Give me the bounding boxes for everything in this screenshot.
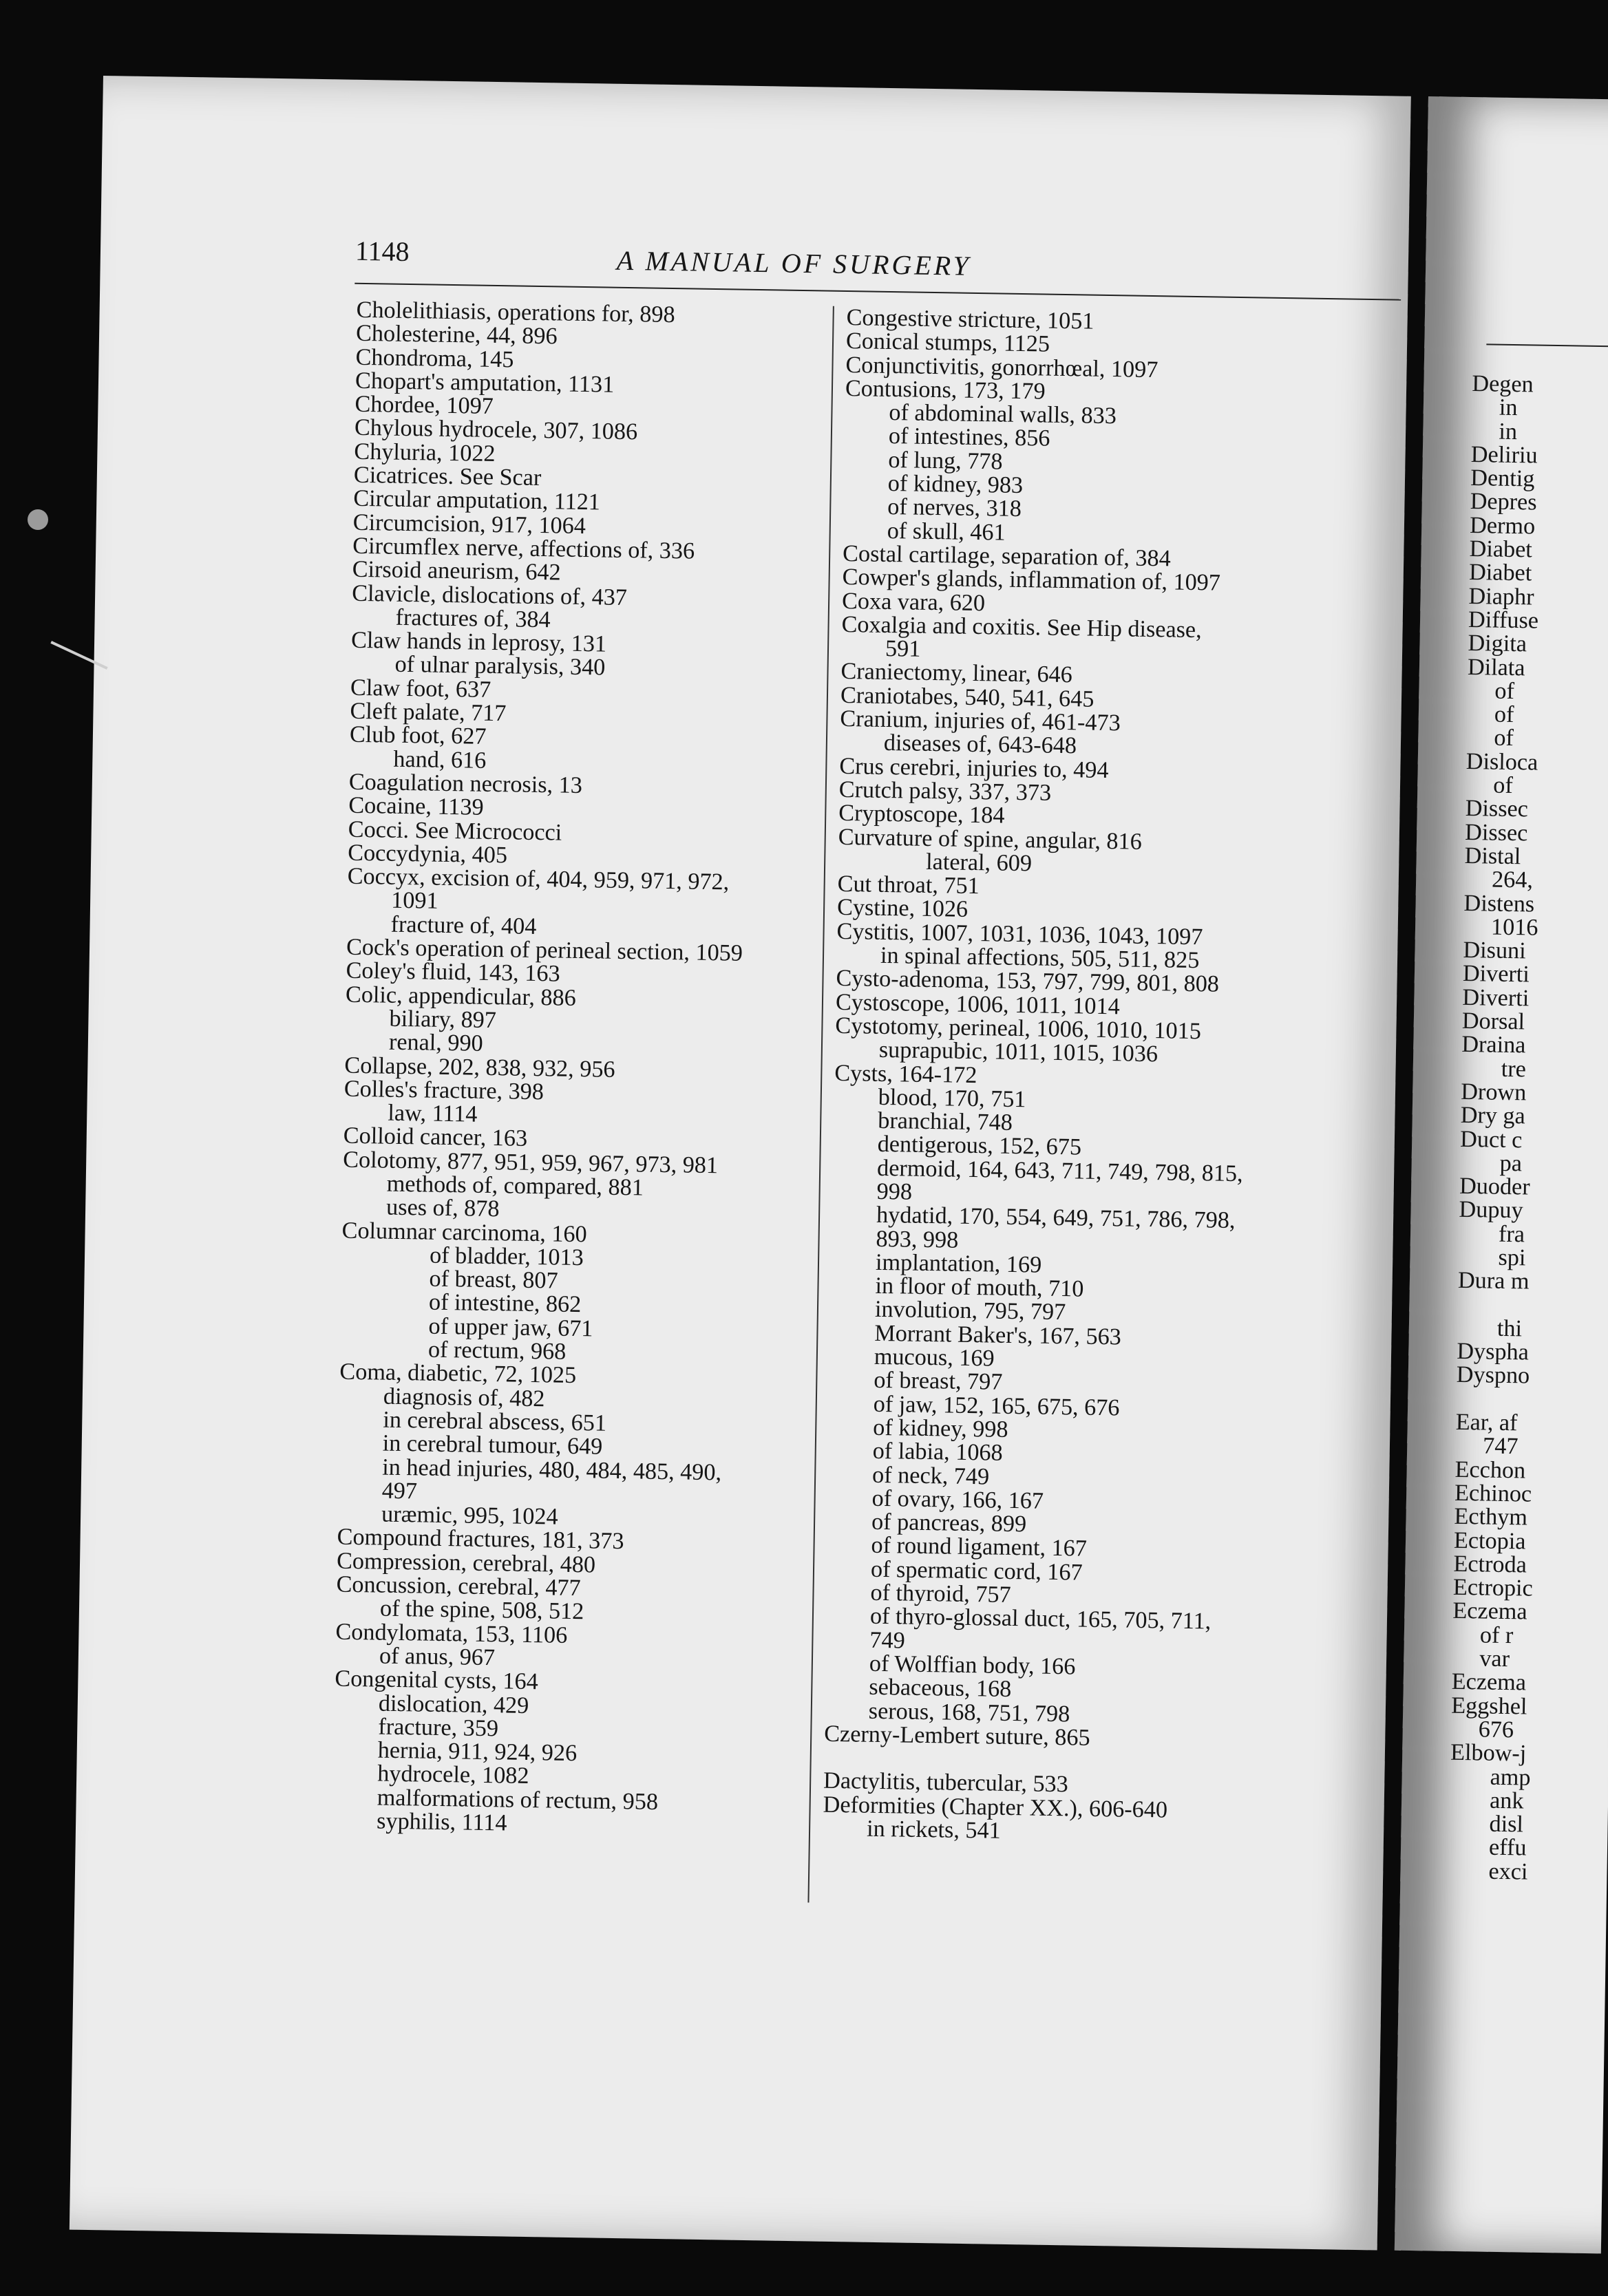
index-entry: Dura m [1457,1268,1530,1295]
index-subentry: effu [1488,1835,1527,1861]
index-entry: Distal [1464,842,1521,870]
index-subentry: in spinal affections, 505, 511, 825 [880,942,1200,974]
index-entry: Cocci. See Micrococci [348,816,562,846]
index-entry: Chordee, 1097 [355,391,494,420]
index-entry: Cryptoscope, 184 [838,800,1005,829]
index-subentry: in [1499,394,1518,421]
index-entry: Coccyx, excision of, 404, 959, 971, 972, [347,863,730,895]
index-entry: Dactylitis, tubercular, 533 [823,1768,1069,1798]
index-entry: Coma, diabetic, 72, 1025 [339,1359,577,1389]
index-subentry: uses of, 878 [385,1194,500,1222]
index-entry: Eczema [1452,1598,1527,1625]
index-entry: Compression, cerebral, 480 [336,1548,596,1578]
book-page [70,76,1411,2250]
binding-mark [28,509,48,530]
index-entry: Condylomata, 153, 1106 [335,1619,568,1648]
index-entry: Chondroma, 145 [355,344,514,373]
index-entry: Congestive stricture, 1051 [846,305,1094,334]
index-subentry: 676 [1478,1716,1514,1743]
index-subentry: pa [1499,1150,1523,1177]
index-entry: Ectroda [1453,1551,1527,1578]
index-subentry: of ulnar paralysis, 340 [394,652,606,681]
index-subentry: of Wolffian body, 166 [869,1650,1076,1680]
index-entry: Cicatrices. See Scar [353,462,542,491]
index-subentry: sebaceous, 168 [869,1674,1012,1703]
index-subentry: of breast, 797 [874,1368,1003,1396]
header-rule [355,283,1401,301]
index-subentry: spi [1498,1244,1526,1271]
index-subentry: malformations of rectum, 958 [377,1785,659,1815]
index-subentry: mucous, 169 [874,1343,995,1372]
index-subentry: of [1494,678,1515,704]
index-entry: Columnar carcinoma, 160 [341,1218,587,1247]
index-entry: Digita [1468,630,1527,657]
index-entry: Clavicle, dislocations of, 437 [351,580,628,610]
index-subentry: in cerebral tumour, 649 [382,1430,603,1460]
index-entry: Diabet [1468,560,1532,586]
index-entry: Cut throat, 751 [837,871,980,900]
index-subentry: fra [1498,1221,1525,1248]
index-entry: Dermo [1469,512,1536,540]
index-entry: Dry ga [1460,1103,1526,1129]
index-entry: Craniectomy, linear, 646 [840,659,1073,688]
index-subentry: 998 [876,1178,913,1205]
index-entry: Eggshel [1450,1692,1527,1720]
index-subentry: hydrocele, 1082 [377,1761,529,1789]
index-entry: Disuni [1463,937,1526,964]
index-entry: Duct c [1459,1126,1523,1153]
index-subentry: of ovary, 166, 167 [871,1485,1044,1514]
index-subentry: uræmic, 995, 1024 [381,1501,558,1530]
index-subentry: biliary, 897 [389,1006,497,1034]
index-subentry: of intestines, 856 [888,423,1050,452]
index-entry: Distens [1463,890,1535,917]
index-entry: Cystotomy, perineal, 1006, 1010, 1015 [835,1012,1202,1045]
facing-page-header-rule [1486,343,1608,347]
index-subentry: in floor of mouth, 710 [875,1273,1084,1302]
index-entry: Deliriu [1470,441,1538,469]
index-subentry: lateral, 609 [925,849,1033,877]
index-entry: Conjunctivitis, gonorrhœal, 1097 [845,352,1159,383]
index-entry: Dupuy [1459,1197,1523,1224]
index-entry: Degen [1472,371,1534,398]
index-entry: Disloca [1466,748,1538,776]
index-entry: Cranium, injuries of, 461-473 [840,705,1121,736]
index-subentry: diagnosis of, 482 [383,1383,545,1412]
index-subentry: of lung, 778 [888,447,1003,475]
index-entry: Cysto-adenoma, 153, 797, 799, 801, 808 [836,966,1220,997]
index-subentry: fracture of, 404 [390,911,537,939]
index-column-right [823,306,1411,1849]
index-subentry: amp [1490,1764,1531,1791]
index-entry: Cystine, 1026 [836,895,969,923]
index-entry: Craniotabes, 540, 541, 645 [840,682,1094,712]
index-subentry: of thyro-glossal duct, 165, 705, 711, [869,1604,1212,1635]
index-entry: Depres [1470,489,1537,516]
index-subentry: branchial, 748 [877,1107,1013,1136]
index-subentry: methods of, compared, 881 [386,1171,644,1201]
index-subentry: 1016 [1490,914,1538,941]
index-subentry: of neck, 749 [871,1462,990,1490]
index-subentry: hydatid, 170, 554, 649, 751, 786, 798, [876,1202,1236,1234]
index-entry: Diabet [1469,536,1533,563]
index-entry: Elbow-j [1450,1740,1527,1767]
index-entry: Chyluria, 1022 [354,438,496,467]
index-entry: Ectropic [1452,1574,1534,1602]
index-subentry: of spermatic cord, 167 [870,1556,1083,1586]
index-entry: Draina [1461,1032,1526,1059]
page-number: 1148 [355,235,410,268]
index-subentry: fracture, 359 [378,1714,499,1742]
index-subentry: 591 [885,636,921,662]
index-entry: Dissec [1464,819,1528,847]
index-subentry: disl [1489,1811,1524,1838]
index-entry: Dyspha [1457,1339,1530,1365]
index-subentry: diseases of, 643-648 [883,730,1077,759]
index-subentry: of thyroid, 757 [870,1580,1011,1608]
index-subentry: of anus, 967 [379,1643,496,1671]
index-subentry: of [1492,772,1514,799]
index-subentry: of labia, 1068 [872,1438,1003,1467]
page-header [355,235,1401,293]
index-entry: Duoder [1459,1173,1530,1200]
index-subentry: 749 [869,1627,906,1654]
index-entry: Chopart's amputation, 1131 [355,368,615,398]
index-entry: Collapse, 202, 838, 932, 956 [344,1052,615,1083]
facing-page-column [1448,372,1552,1884]
index-subentry: of nerves, 318 [887,494,1022,522]
index-subentry: dermoid, 164, 643, 711, 749, 798, 815, [876,1155,1243,1187]
index-entry: Cirsoid aneurism, 642 [352,557,561,586]
running-title: A MANUAL OF SURGERY [616,244,972,281]
index-entry: Curvature of spine, angular, 816 [838,824,1143,855]
index-entry: Cowper's glands, inflammation of, 1097 [842,564,1221,596]
index-subentry: tre [1501,1056,1527,1083]
index-entry: Club foot, 627 [349,722,487,750]
index-entry: Echinoc [1454,1480,1532,1507]
index-subentry: of bladder, 1013 [429,1242,584,1271]
index-entry: Czerny-Lembert suture, 865 [823,1721,1090,1751]
index-subentry: of breast, 807 [429,1266,558,1294]
index-entry: Dyspno [1456,1362,1530,1390]
index-entry: Coxa vara, 620 [841,588,986,616]
index-entry: Dorsal [1461,1008,1525,1035]
index-subentry: blood, 170, 751 [878,1084,1026,1113]
index-subentry: of the spine, 508, 512 [379,1595,584,1625]
index-entry [1456,1388,1536,1412]
index-entry: Colles's fracture, 398 [343,1076,544,1105]
index-entry: Drown [1460,1078,1527,1106]
index-subentry: in head injuries, 480, 484, 485, 490, [382,1454,722,1485]
index-subentry: of [1494,725,1514,752]
index-entry: Cystitis, 1007, 1031, 1036, 1043, 1097 [836,918,1203,950]
index-entry: Coley's fluid, 143, 163 [346,958,560,987]
index-subentry: Morrant Baker's, 167, 563 [874,1320,1122,1350]
index-entry: Crus cerebri, injuries to, 494 [839,753,1109,783]
index-subentry: of intestine, 862 [428,1290,582,1318]
index-entry: Ectopia [1453,1527,1526,1555]
index-entry: Crutch palsy, 337, 373 [838,776,1052,806]
index-subentry: law, 1114 [388,1100,478,1127]
index-subentry: of rectum, 968 [427,1337,567,1365]
index-subentry: fractures of, 384 [395,604,551,633]
index-entry: Colic, appendicular, 886 [345,981,577,1011]
index-entry [1457,1293,1538,1317]
index-entry: Chylous hydrocele, 307, 1086 [354,415,638,445]
index-entry: Costal cartilage, separation of, 384 [842,540,1172,572]
index-entry: Dilata [1467,654,1525,681]
index-subentry: of jaw, 152, 165, 675, 676 [873,1391,1120,1421]
index-subentry: in [1499,418,1518,445]
index-subentry: dentigerous, 152, 675 [877,1131,1082,1160]
index-subentry: implantation, 169 [875,1249,1042,1278]
index-entry: Colotomy, 877, 951, 959, 967, 973, 981 [343,1147,719,1178]
index-subentry: of [1494,701,1514,728]
index-subentry: 893, 998 [876,1226,959,1253]
index-subentry: involution, 795, 797 [874,1297,1066,1326]
index-subentry: ank [1489,1787,1524,1814]
index-subentry: of upper jaw, 671 [428,1313,593,1342]
index-entry: Cock's operation of perineal section, 1059 [346,934,743,966]
index-subentry: of kidney, 998 [872,1414,1008,1443]
index-subentry: of r [1479,1622,1514,1648]
index-subentry: hernia, 911, 924, 926 [377,1737,578,1767]
index-subentry: 497 [381,1478,418,1505]
index-entry: Ear, af [1455,1409,1518,1436]
index-entry: Contusions, 173, 179 [845,375,1046,405]
index-entry: Deformities (Chapter XX.), 606-640 [823,1792,1168,1823]
index-subentry: serous, 168, 751, 798 [868,1698,1070,1727]
index-entry: Colloid cancer, 163 [343,1123,528,1152]
index-subentry: in rickets, 541 [866,1816,1002,1844]
index-entry: Ecchon [1454,1456,1526,1484]
index-entry: Diffuse [1468,606,1539,634]
index-subentry: var [1479,1646,1510,1672]
index-entry: Coccydynia, 405 [348,840,508,869]
index-entry: Ecthym [1454,1504,1528,1531]
index-subentry: 747 [1482,1433,1519,1460]
index-entry: Compound fractures, 181, 373 [337,1524,624,1555]
index-entry: Coxalgia and coxitis. See Hip disease, [841,611,1202,644]
index-entry: Conical stumps, 1125 [845,328,1050,357]
index-entry: Diverti [1462,961,1530,988]
index-entry: Circumcision, 917, 1064 [352,509,586,539]
index-subentry: in cerebral abscess, 651 [383,1407,607,1436]
index-subentry: dislocation, 429 [378,1690,529,1719]
index-entry: Eczema [1451,1669,1527,1696]
index-subentry: of kidney, 983 [887,471,1024,499]
index-entry: Congenital cysts, 164 [335,1666,539,1695]
index-subentry: hand, 616 [393,746,487,774]
facing-page-edge [1395,96,1608,2253]
index-subentry: thi [1496,1315,1523,1342]
index-entry: Diverti [1462,984,1530,1012]
index-entry: Claw hands in leprosy, 131 [350,627,607,657]
index-entry: Cysts, 164-172 [834,1060,977,1088]
index-entry: Cholelithiasis, operations for, 898 [356,297,675,328]
index-entry: Cocaine, 1139 [348,792,484,821]
index-entry: Dentig [1470,465,1535,492]
index-entry: Cleft palate, 717 [350,698,507,727]
index-entry: Cystoscope, 1006, 1011, 1014 [835,989,1121,1019]
index-subentry: syphilis, 1114 [376,1808,507,1836]
index-subentry: exci [1488,1858,1528,1885]
index-subentry: 264, [1491,867,1534,893]
index-subentry: of round ligament, 167 [871,1533,1088,1562]
index-entry: Dissec [1465,796,1529,822]
index-column-left [332,299,852,1840]
index-subentry: suprapubic, 1011, 1015, 1036 [878,1037,1159,1067]
index-subentry: 1091 [390,888,438,915]
index-entry: Circumflex nerve, affections of, 336 [352,533,695,564]
index-subentry: of abdominal walls, 833 [889,400,1117,429]
index-entry: Concussion, cerebral, 477 [336,1571,581,1602]
index-entry: Cholesterine, 44, 896 [355,321,558,350]
index-entry: Coagulation necrosis, 13 [348,769,583,798]
index-entry: Diaphr [1468,583,1534,610]
index-entry: Circular amputation, 1121 [353,486,601,515]
index-subentry: of pancreas, 899 [871,1509,1027,1538]
index-subentry: of skull, 461 [887,518,1006,546]
index-entry: Claw foot, 637 [350,674,491,703]
index-subentry: renal, 990 [388,1029,483,1057]
